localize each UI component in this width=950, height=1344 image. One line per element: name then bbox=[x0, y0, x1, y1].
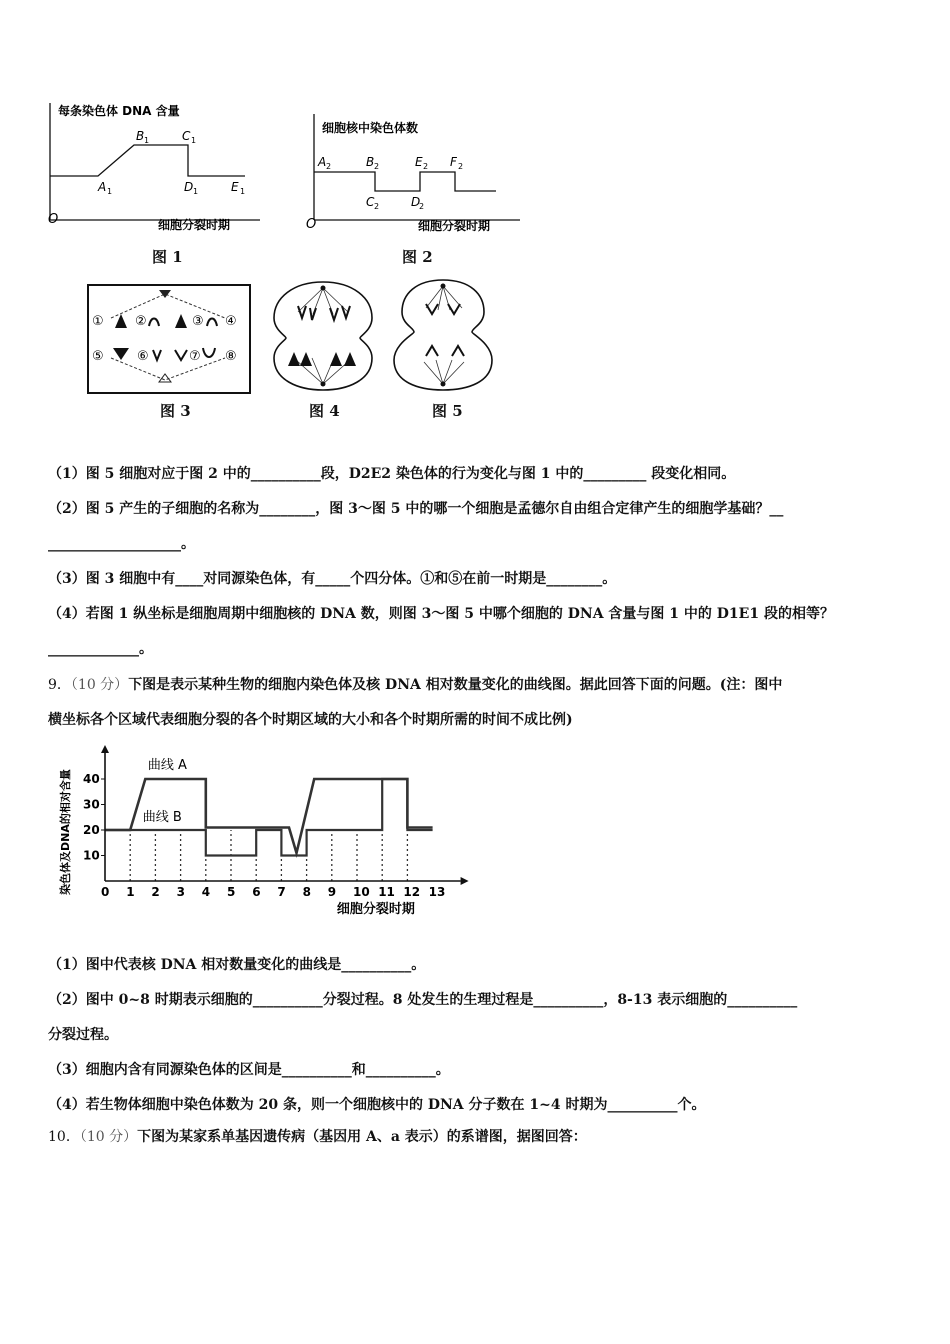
q9-stem-text: 下图是表示某种生物的细胞内染色体及核 DNA 相对数量变化的曲线图。据此回答下面的问题。(注：图中 bbox=[128, 677, 783, 693]
q9-stem-cont: 横坐标各个区域代表细胞分裂的各个时期区域的大小和各个时期所需的时间不成比例) bbox=[48, 712, 573, 728]
fig3-label-2: ② bbox=[135, 314, 147, 329]
fig1-sub-e: 1 bbox=[240, 187, 246, 196]
q9-x-tick-0: 0 bbox=[101, 885, 110, 899]
fig3-label-1: ① bbox=[92, 314, 104, 329]
fig2-sub-c: 2 bbox=[374, 202, 380, 211]
q10-stem bbox=[48, 1126, 587, 1146]
fig1-ylabel: 每条染色体 DNA 含量 bbox=[58, 104, 180, 118]
q9-x-tick-10: 10 bbox=[353, 885, 370, 899]
q9-part2: （2）图中 0~8 时期表示细胞的__________分裂过程。8 处发生的生理过程是__________，8-13 表示细胞的__________ bbox=[48, 992, 798, 1008]
fig2-point-e: E bbox=[415, 155, 423, 169]
figure-2-graph bbox=[300, 110, 530, 240]
q9-x-tick-9: 9 bbox=[327, 885, 337, 899]
fig2-origin: O bbox=[306, 217, 317, 232]
q10-number: 10． bbox=[48, 1129, 80, 1145]
fig1-xlabel: 细胞分裂时期 bbox=[158, 218, 231, 232]
fig1-sub-a: 1 bbox=[107, 187, 113, 196]
q8-part2-cont: ___________________。 bbox=[48, 536, 195, 552]
fig1-sub-b: 1 bbox=[144, 136, 150, 145]
fig2-point-b: B bbox=[366, 155, 375, 169]
q9-x-tick-5: 5 bbox=[227, 885, 236, 899]
q9-x-axis-arrow bbox=[461, 877, 469, 885]
q9-part2-cont: 分裂过程。 bbox=[48, 1027, 118, 1043]
q9-x-tick-4: 4 bbox=[201, 885, 211, 899]
q9-x-tick-1: 1 bbox=[126, 885, 135, 899]
figure-4-caption: 图 4 bbox=[309, 402, 340, 420]
fig2-point-f: F bbox=[450, 155, 457, 169]
fig2-sub-b: 2 bbox=[374, 162, 380, 171]
fig2-sub-f: 2 bbox=[458, 162, 464, 171]
fig2-point-c: C bbox=[366, 195, 375, 209]
q9-legend-curve-a: 曲线 A bbox=[147, 757, 187, 773]
q9-x-tick-11: 11 bbox=[378, 885, 395, 899]
q9-y-tick-40: 40 bbox=[83, 772, 100, 786]
q10-score: （10 分） bbox=[79, 1129, 138, 1145]
fig2-sub-d: 2 bbox=[419, 202, 425, 211]
fig3-label-4: ④ bbox=[225, 314, 237, 329]
fig1-origin: O bbox=[48, 212, 59, 227]
figure-4-cell bbox=[268, 276, 378, 396]
figure-5-caption: 图 5 bbox=[432, 402, 463, 420]
fig3-label-5: ⑤ bbox=[92, 349, 104, 364]
fig2-point-a: A bbox=[318, 155, 327, 169]
fig2-point-d: D bbox=[411, 195, 421, 209]
q9-stem bbox=[48, 674, 782, 694]
q9-chart bbox=[55, 745, 475, 925]
q9-x-tick-8: 8 bbox=[302, 885, 311, 899]
figure-1-graph bbox=[40, 95, 270, 240]
fig1-sub-d: 1 bbox=[193, 187, 199, 196]
q9-part3: （3）细胞内含有同源染色体的区间是__________和__________。 bbox=[48, 1062, 450, 1078]
figure-1-caption: 图 1 bbox=[152, 248, 183, 266]
q9-legend-curve-b: 曲线 B bbox=[142, 810, 182, 826]
q8-part4-cont: _____________。 bbox=[48, 641, 153, 657]
fig2-ylabel: 细胞核中染色体数 bbox=[322, 121, 419, 135]
q10-stem-text: 下图为某家系单基因遗传病（基因用 A、a 表示）的系谱图，据图回答： bbox=[137, 1129, 587, 1145]
fig3-label-6: ⑥ bbox=[137, 349, 149, 364]
q9-x-tick-12: 12 bbox=[403, 885, 421, 899]
fig1-point-d: D bbox=[184, 180, 194, 194]
q9-x-tick-7: 7 bbox=[277, 885, 286, 899]
q9-y-tick-30: 30 bbox=[83, 797, 100, 812]
fig2-sub-e: 2 bbox=[423, 162, 429, 171]
q9-x-tick-6: 6 bbox=[252, 885, 261, 899]
q9-x-tick-13: 13 bbox=[428, 885, 446, 899]
fig3-label-3: ③ bbox=[192, 314, 204, 329]
fig1-sub-c: 1 bbox=[191, 136, 197, 145]
q9-score: （10 分） bbox=[70, 677, 129, 693]
q9-x-tick-2: 2 bbox=[151, 885, 160, 899]
figure-5-cell bbox=[388, 276, 498, 396]
fig1-point-e: E bbox=[231, 180, 239, 194]
fig1-point-a: A bbox=[98, 180, 107, 194]
fig1-point-b: B bbox=[136, 129, 145, 143]
q9-x-tick-3: 3 bbox=[176, 885, 185, 899]
q8-part4: （4）若图 1 纵坐标是细胞周期中细胞核的 DNA 数，则图 3～图 5 中哪个细胞的 DNA 含量与图 1 中的 D1E1 段的相等？ bbox=[48, 606, 834, 622]
figure-3-cell bbox=[85, 282, 255, 397]
fig1-curve bbox=[50, 145, 245, 176]
fig2-xlabel: 细胞分裂时期 bbox=[418, 219, 491, 233]
fig3-label-7: ⑦ bbox=[189, 349, 201, 364]
fig3-label-8: ⑧ bbox=[225, 349, 237, 364]
q9-ylabel: 染色体及DNA的相对含量 bbox=[59, 769, 72, 895]
q9-number: 9． bbox=[48, 677, 71, 693]
figure-3-caption: 图 3 bbox=[160, 402, 191, 420]
q9-part4: （4）若生物体细胞中染色体数为 20 条，则一个细胞核中的 DNA 分子数在 1~4 时期为__________个。 bbox=[48, 1097, 706, 1113]
figure-2-caption: 图 2 bbox=[402, 248, 433, 266]
q8-part2: （2）图 5 产生的子细胞的名称为________，图 3～图 5 中的哪一个细胞是孟德尔自由组合定律产生的细胞学基础？__ bbox=[48, 501, 784, 517]
fig2-sub-a: 2 bbox=[326, 162, 332, 171]
q8-part3: （3）图 3 细胞中有____对同源染色体，有_____个四分体。①和⑤在前一时期是________。 bbox=[48, 571, 617, 587]
q9-xlabel: 细胞分裂时期 bbox=[336, 902, 415, 917]
fig3-centrosome-top bbox=[159, 290, 171, 298]
q9-part1: （1）图中代表核 DNA 相对数量变化的曲线是__________。 bbox=[48, 957, 426, 973]
q9-y-axis-arrow bbox=[101, 745, 109, 753]
q9-y-tick-20: 20 bbox=[83, 823, 100, 837]
q9-y-tick-10: 10 bbox=[83, 848, 100, 863]
fig2-curve bbox=[314, 172, 496, 191]
fig1-point-c: C bbox=[182, 129, 191, 143]
q8-part1: （1）图 5 细胞对应于图 2 中的__________段，D2E2 染色体的行为变化与图 1 中的_________ 段变化相同。 bbox=[48, 466, 736, 482]
